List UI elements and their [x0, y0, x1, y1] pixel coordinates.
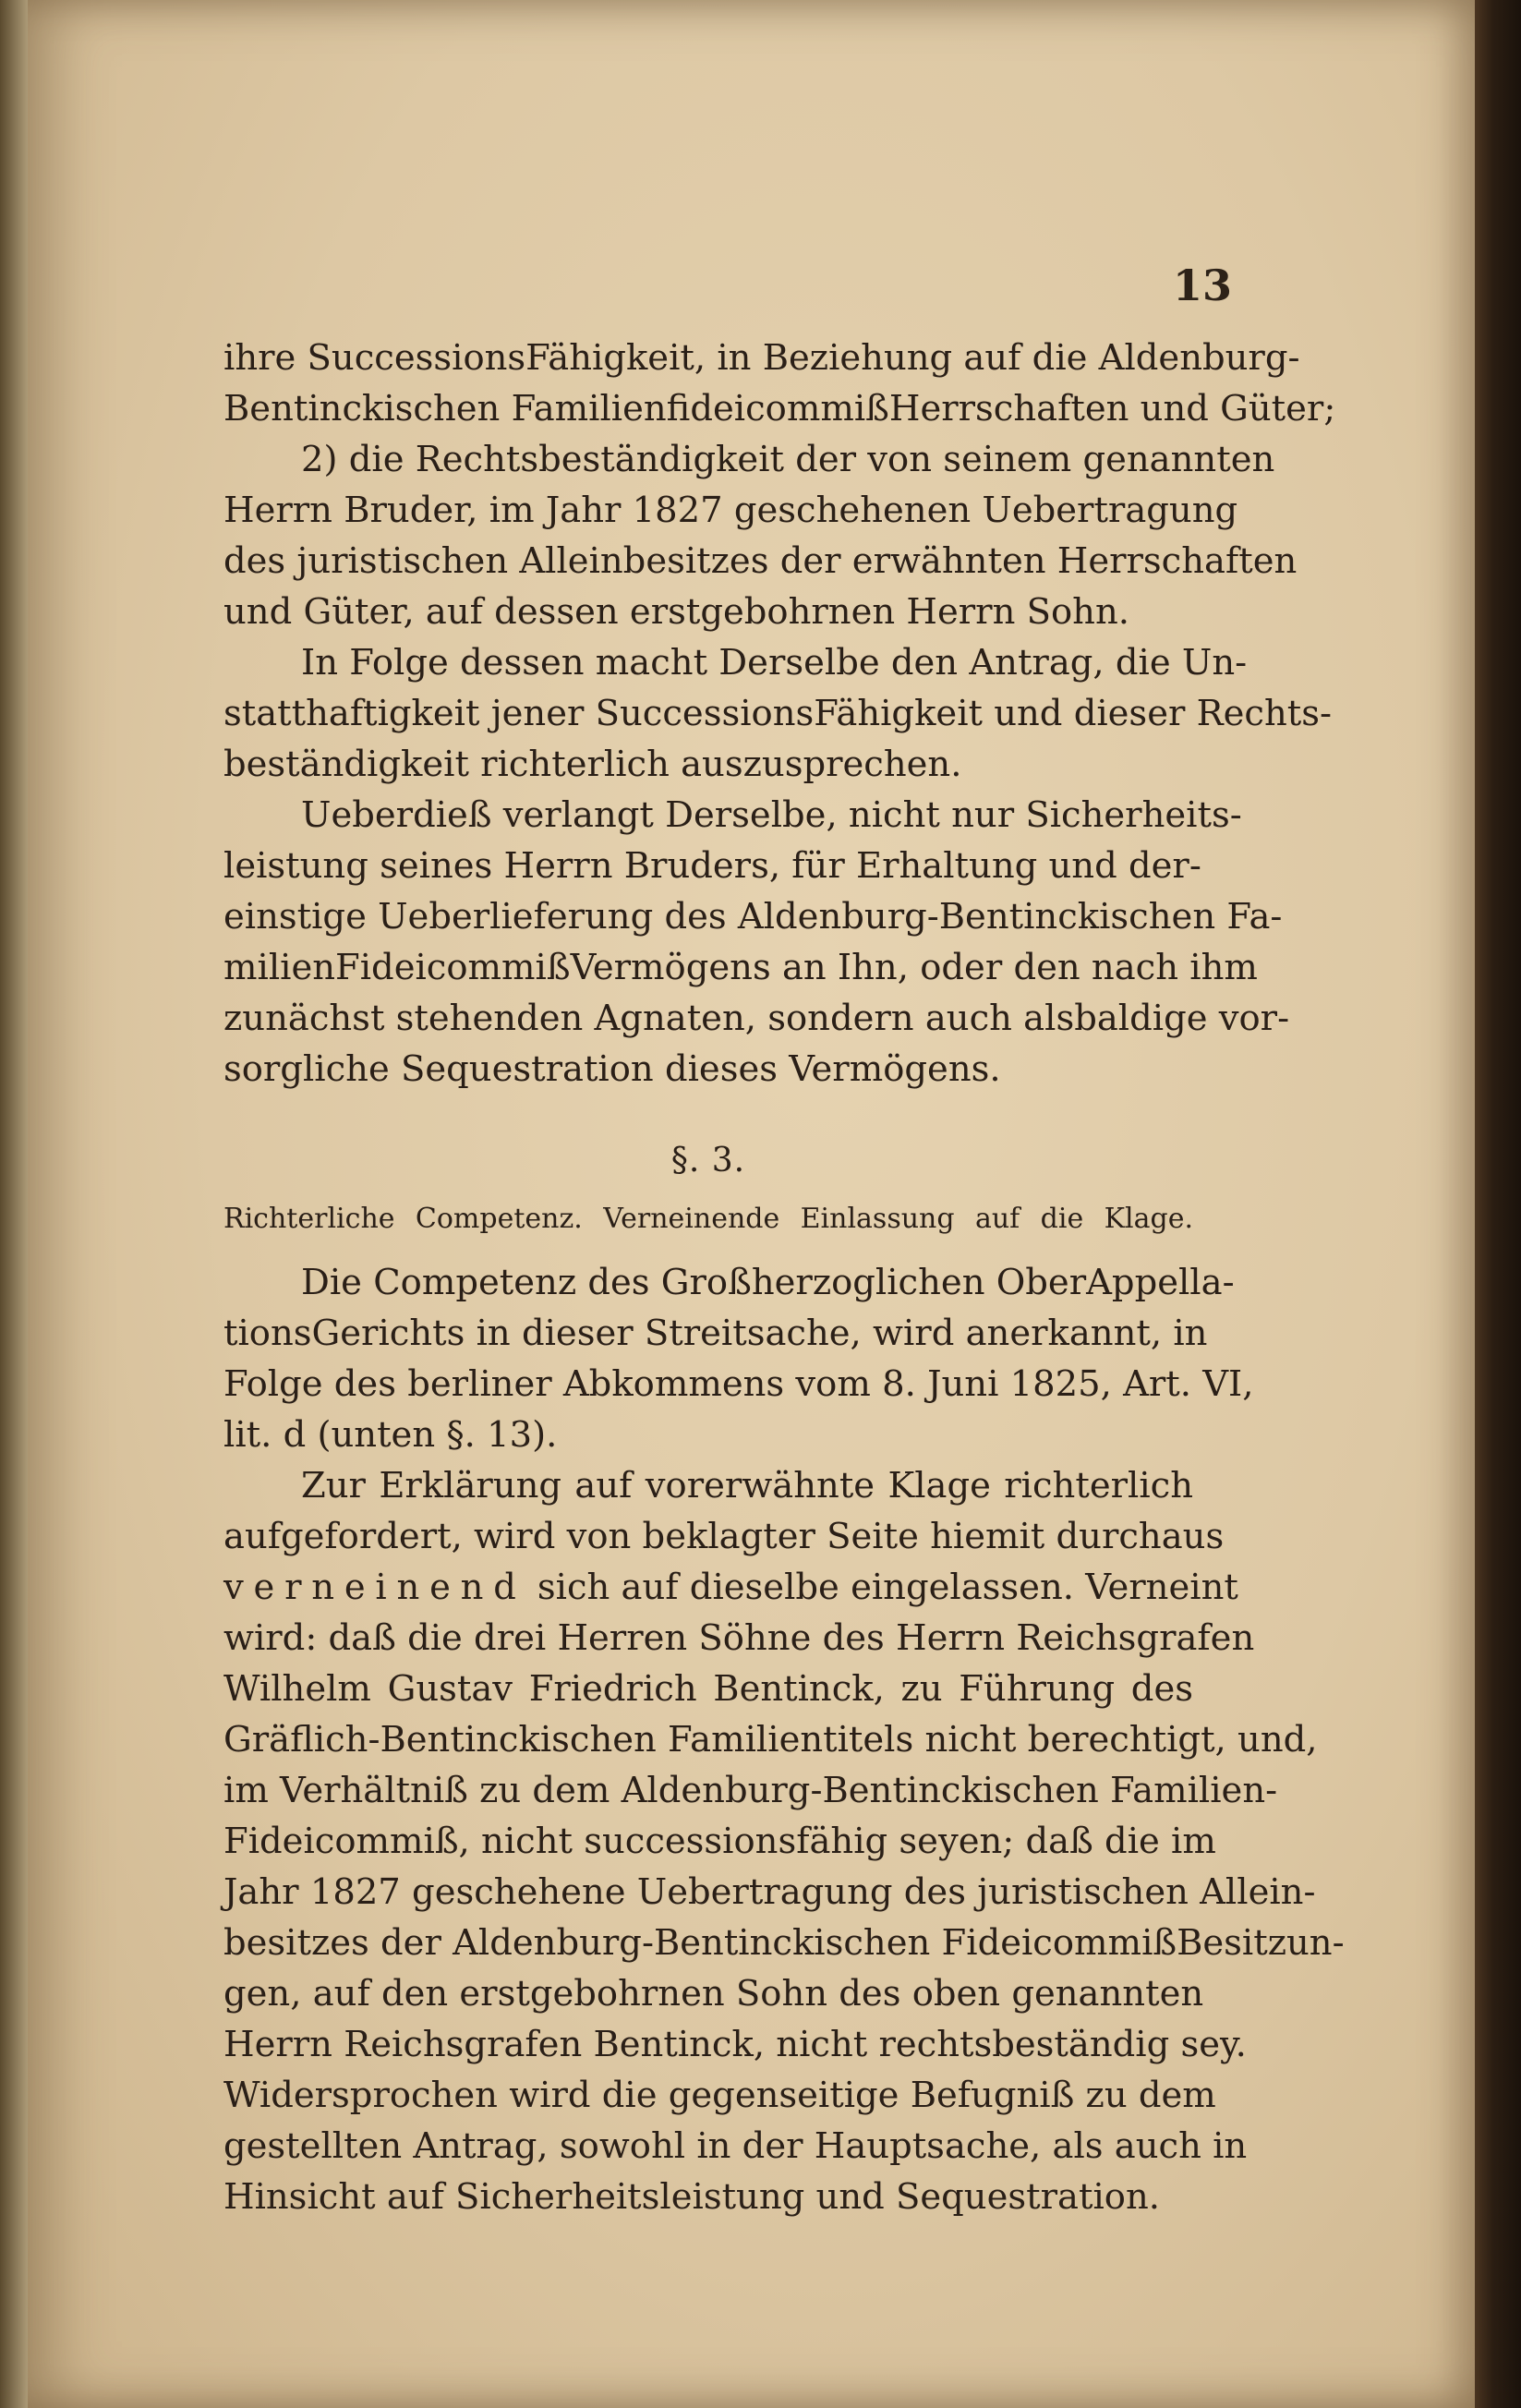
text-line-spaced [223, 1562, 1238, 1613]
text-line: Ueberdieß verlangt Derselbe, nicht nur Sicherheits- [301, 794, 1242, 836]
text-line: tionsGerichts in dieser Streitsache, wird anerkannt, in [223, 1313, 1208, 1354]
text-line: aufgefordert, wird von beklagter Seite hiemit durchaus [223, 1516, 1225, 1557]
text-line: einstige Ueberlieferung des Aldenburg-Bentinckischen Fa- [223, 896, 1283, 938]
text-line: ihre SuccessionsFähigkeit, in Beziehung auf die Aldenburg- [223, 337, 1300, 379]
text-line: besitzes der Aldenburg-Bentinckischen FideicommißBesitzun- [223, 1922, 1345, 1964]
text-line: sorgliche Sequestration dieses Vermögens. [223, 1048, 1001, 1090]
text-fragment: sich auf dieselbe eingelassen. Verneint [525, 1567, 1238, 1608]
text-line: beständigkeit richterlich auszusprechen. [223, 744, 962, 785]
text-line: Widersprochen wird die gegenseitige Befugniß zu dem [223, 2075, 1216, 2116]
text-line: Fideicommiß, nicht successionsfähig seyen; daß die im [223, 1821, 1216, 1862]
page-number: 13 [1173, 260, 1233, 310]
text-line: statthaftigkeit jener SuccessionsFähigkeit und dieser Rechts- [223, 693, 1332, 734]
text-line: 2) die Rechtsbeständigkeit der von seinem genannten [301, 439, 1275, 480]
page-text [223, 333, 1345, 2222]
text-line: des juristischen Alleinbesitzes der erwähnten Herrschaften [223, 540, 1298, 582]
text-line: Folge des berliner Abkommens vom 8. Juni 1825, Art. VI, [223, 1363, 1254, 1405]
text-line: wird: daß die drei Herren Söhne des Herrn Reichsgrafen [223, 1617, 1255, 1659]
text-line: leistung seines Herrn Bruders, für Erhaltung und der- [223, 845, 1201, 887]
text-line: zunächst stehenden Agnaten, sondern auch alsbaldige vor- [223, 998, 1290, 1039]
text-line: milienFideicommißVermögens an Ihn, oder den nach ihm [223, 947, 1258, 988]
text-line: Herrn Reichsgrafen Bentinck, nicht rechtsbeständig sey. [223, 2024, 1247, 2065]
text-line: Zur Erklärung auf vorerwähnte Klage richterlich [301, 1465, 1193, 1507]
text-line: In Folge dessen macht Derselbe den Antrag, die Un- [301, 642, 1248, 684]
text-line: Hinsicht auf Sicherheitsleistung und Sequestration. [223, 2176, 1160, 2218]
text-line: Wilhelm Gustav Friedrich Bentinck, zu Führung des [223, 1668, 1193, 1710]
emphasis-word: verneinend [223, 1567, 526, 1608]
text-line: Herrn Bruder, im Jahr 1827 geschehenen Uebertragung [223, 490, 1238, 531]
text-line: im Verhältniß zu dem Aldenburg-Bentinckischen Familien- [223, 1770, 1278, 1811]
text-line: und Güter, auf dessen erstgebohrnen Herrn Sohn. [223, 591, 1129, 633]
text-line: lit. d (unten §. 13). [223, 1414, 558, 1456]
book-edge [1475, 0, 1521, 2408]
text-line: Jahr 1827 geschehene Uebertragung des juristischen Allein- [223, 1871, 1316, 1913]
text-line: Bentinckischen FamilienfideicommißHerrschaften und Güter; [223, 388, 1336, 430]
text-line: gestellten Antrag, sowohl in der Hauptsache, als auch in [223, 2125, 1248, 2167]
text-line: Die Competenz des Großherzoglichen OberAppella- [301, 1262, 1235, 1303]
book-page [28, 0, 1475, 2408]
text-line: Gräflich-Bentinckischen Familientitels nicht berechtigt, und, [223, 1719, 1318, 1761]
text-line: gen, auf den erstgebohrnen Sohn des oben genannten [223, 1973, 1204, 2015]
section-number: §. 3. [670, 1142, 746, 1180]
section-title: Richterliche Competenz. Verneinende Einlassung auf die Klage. [223, 1203, 1193, 1235]
